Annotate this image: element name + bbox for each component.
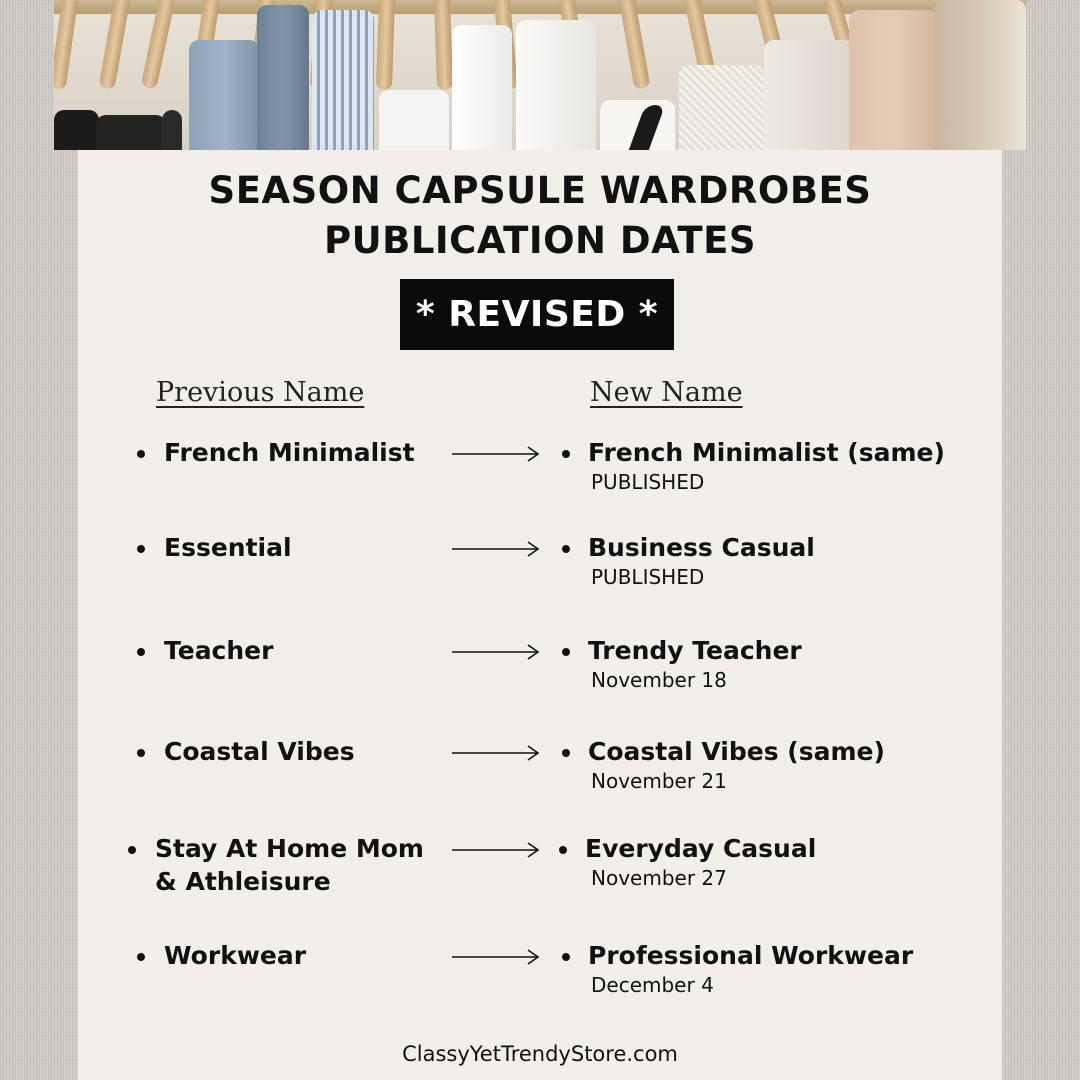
long-right-arrow-icon <box>452 539 540 559</box>
garment-white <box>516 20 596 150</box>
new-name-text: Professional Workwear <box>588 941 914 970</box>
previous-name-text: Stay At Home Mom <box>155 834 424 863</box>
new-name <box>560 634 802 667</box>
garment-beige <box>934 0 1026 150</box>
garment-black <box>162 110 182 150</box>
new-name <box>560 531 815 564</box>
new-name-text: Trendy Teacher <box>588 636 802 665</box>
garment-beige <box>849 10 939 150</box>
schedule-card <box>78 150 1002 1080</box>
new-name-text: Coastal Vibes (same) <box>588 737 885 766</box>
previous-name <box>135 634 273 667</box>
garment-knit <box>679 65 764 150</box>
long-right-arrow-icon <box>452 642 540 662</box>
publication-date: November 21 <box>591 769 727 793</box>
garment-black <box>96 115 166 150</box>
new-name-text: Everyday Casual <box>585 834 817 863</box>
hanger <box>434 0 453 90</box>
previous-name-text: French Minimalist <box>164 438 415 467</box>
garment-white <box>452 25 512 150</box>
hanger <box>376 0 395 90</box>
page-title-line-1: SEASON CAPSULE WARDROBES <box>208 169 872 212</box>
garment-denim <box>257 5 309 150</box>
garment-cream <box>764 40 854 150</box>
previous-name-text: Essential <box>164 533 292 562</box>
new-name <box>560 735 885 768</box>
hero-photo-clothes-rack <box>54 0 1026 150</box>
previous-name <box>126 832 424 898</box>
previous-name <box>135 939 306 972</box>
garment-black <box>54 110 99 150</box>
garment-striped-shirt <box>312 10 374 150</box>
long-right-arrow-icon <box>452 840 540 860</box>
column-header-new-name: New Name <box>590 377 743 408</box>
previous-name-text: Coastal Vibes <box>164 737 355 766</box>
publication-date: November 27 <box>591 866 727 890</box>
long-right-arrow-icon <box>452 444 540 464</box>
new-name-text: Business Casual <box>588 533 815 562</box>
garment-denim <box>189 40 259 150</box>
new-name <box>560 939 913 972</box>
previous-name <box>135 735 355 768</box>
new-name <box>557 832 816 865</box>
previous-name-text: Teacher <box>164 636 274 665</box>
website-url[interactable]: ClassyYetTrendyStore.com <box>402 1042 678 1066</box>
previous-name <box>135 531 292 564</box>
publication-status: PUBLISHED <box>591 565 705 589</box>
page-title-line-2: PUBLICATION DATES <box>323 219 757 262</box>
publication-date: November 18 <box>591 668 727 692</box>
publication-status: PUBLISHED <box>591 470 705 494</box>
column-header-previous-name: Previous Name <box>156 377 365 408</box>
previous-name-text: Workwear <box>164 941 307 970</box>
long-right-arrow-icon <box>452 947 540 967</box>
garment-white <box>379 90 449 150</box>
previous-name-text-line-2: & Athleisure <box>155 867 331 896</box>
long-right-arrow-icon <box>452 743 540 763</box>
new-name-text: French Minimalist (same) <box>588 438 945 467</box>
revised-badge: * REVISED * <box>400 279 674 350</box>
new-name <box>560 436 945 469</box>
previous-name <box>135 436 415 469</box>
publication-date: December 4 <box>591 973 714 997</box>
